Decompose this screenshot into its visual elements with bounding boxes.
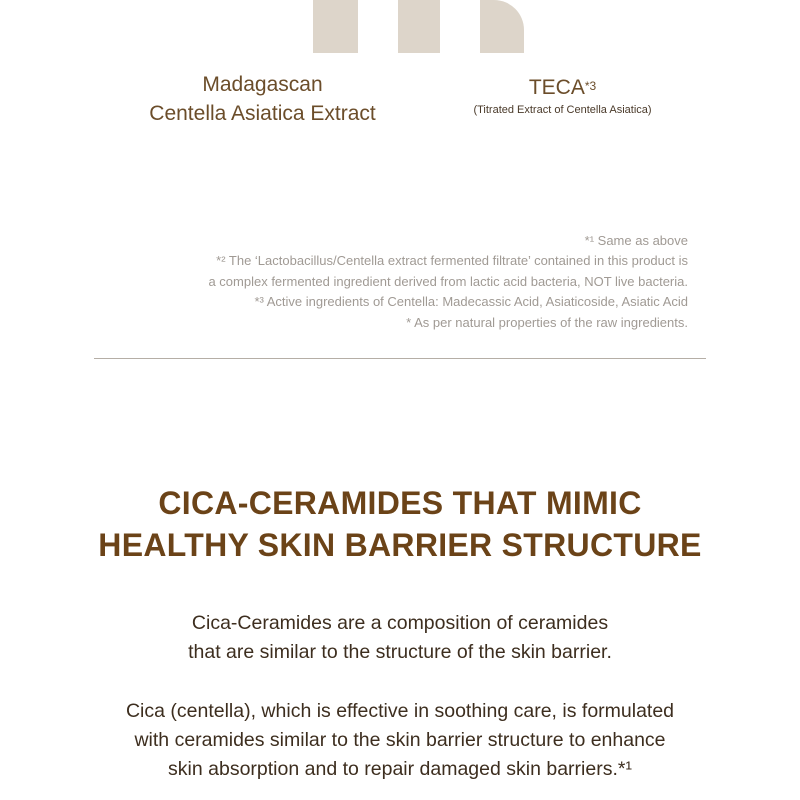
ingredient-centella-extract	[125, 70, 400, 128]
ingredient-teca	[445, 76, 680, 116]
graphic-bar	[480, 0, 524, 53]
footnote-line: * As per natural properties of the raw ingredients.	[406, 314, 688, 330]
footnote-line: a complex fermented ingredient derived from lactic acid bacteria, NOT live bacteria.	[208, 273, 688, 289]
footnote-line: *¹ Same as above	[584, 233, 688, 248]
ingredient-line: Madagascan	[202, 73, 323, 96]
headline-line: HEALTHY SKIN BARRIER STRUCTURE	[98, 527, 702, 563]
paragraph-line: skin absorption and to repair damaged skin barriers.*¹	[168, 758, 632, 780]
graphic-bar	[313, 0, 358, 53]
ingredient-line: Centella Asiatica Extract	[149, 102, 376, 125]
footnotes	[88, 231, 688, 333]
teca-label: TECA	[528, 76, 585, 99]
paragraph-line: with ceramides similar to the skin barrier structure to enhance	[134, 729, 666, 751]
intro-paragraph	[40, 609, 760, 667]
ingredient-name	[445, 76, 680, 100]
section-headline	[40, 482, 760, 566]
footnote-marker: *3	[584, 79, 597, 93]
headline-line: CICA-CERAMIDES THAT MIMIC	[158, 485, 642, 521]
paragraph-line: Cica-Ceramides are a composition of ceramides	[191, 612, 609, 634]
ingredient-subtitle: (Titrated Extract of Centella Asiatica)	[473, 104, 652, 116]
footnote-line: *² The ‘Lactobacillus/Centella extract fermented filtrate’ contained in this product is	[216, 253, 688, 269]
footnote-line: *³ Active ingredients of Centella: Madecassic Acid, Asiaticoside, Asiatic Acid	[254, 294, 688, 310]
graphic-bar	[398, 0, 440, 53]
detail-paragraph	[40, 697, 760, 784]
paragraph-line: Cica (centella), which is effective in soothing care, is formulated	[125, 700, 675, 722]
top-graphic	[0, 0, 800, 56]
divider	[94, 358, 706, 359]
paragraph-line: that are similar to the structure of the skin barrier.	[188, 641, 612, 663]
